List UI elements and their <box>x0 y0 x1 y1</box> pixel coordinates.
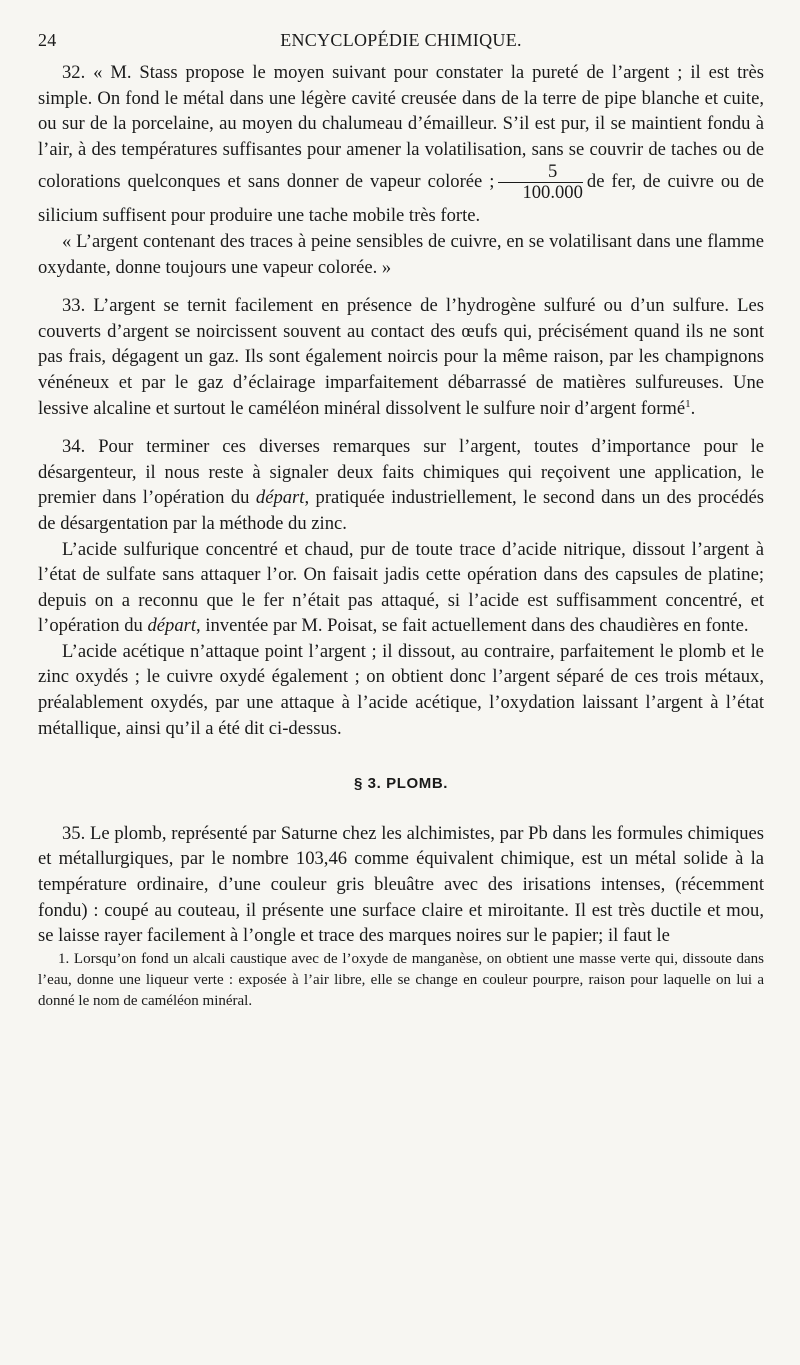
fraction-numerator: 5 <box>498 162 582 183</box>
fraction <box>498 162 582 203</box>
section-title: § 3. PLOMB. <box>353 775 449 793</box>
paragraph-32-continuation: de fer, de cuivre ou de silicium suffisent pour produire une tache mobile très forte. <box>38 171 765 227</box>
paragraph-34-sulfuric-end: , inventée par M. Poisat, se fait actuellement dans des chaudières en fonte. <box>196 615 749 637</box>
paragraph-34-sulfuric <box>38 537 764 639</box>
paragraph-33-text: 33. L’argent se ternit facilement en présence de l’hydrogène sulfuré ou d’un sulfure. Les couverts d’argent se noircissent souvent au contact des œufs qui, précisément quand ils ne sont pas frais, dégagent un gaz. Ils sont également noircis pour la même raison, par les champignons vénéneux et par le gaz d’éclairage imparfaitement débarrassé de matières sulfureuses. Une lessive alcaline et surtout le caméléon minéral dissolvent le sulfure noir d’argent formé <box>38 295 764 419</box>
footnote: 1. Lorsqu’on fond un alcali caustique avec de l’oxyde de manganèse, on obtient une masse verte qui, dissoute dans l’eau, donne une liqueur verte : exposée à l’air libre, elle se change en couleur pourpre, raison pour laquelle on lui a donné le nom de caméléon minéral. <box>38 950 764 1009</box>
paragraph-34-acetic: L’acide acétique n’attaque point l’argent ; il dissout, au contraire, parfaitement le plomb et le zinc oxydés ; le cuivre oxydé également ; on obtient donc l’argent séparé de ces trois métaux, préalablement oxydés, par une attaque à l’acide acétique, l’oxydation laissant l’argent à l’état métallique, ainsi qu’il a été dit ci-dessus. <box>38 640 764 739</box>
italic-term-depart-2: départ <box>147 615 197 637</box>
paragraph-34-text: 34. Pour terminer ces diverses remarques sur l’argent, toutes d’importance pour le désargenteur, il nous reste à signaler deux faits chimiques qui reçoivent une application, le premier dans l’opération du <box>38 436 764 509</box>
paragraph-35: 35. Le plomb, représenté par Saturne chez les alchimistes, par Pb dans les formules chimiques et métallurgiques, par le nombre 103,46 comme équivalent chimique, est un métal solide à la température ordinaire, d’une couleur gris bleuâtre avec des irisations intenses, (récemment fondu) : coupé au couteau, il présente une surface claire et miroitante. Il est très ductile et mou, se laisse rayer facilement à l’ongle et trace des marques noires sur le papier; il faut le <box>38 822 764 947</box>
running-title: ENCYCLOPÉDIE CHIMIQUE. <box>280 30 522 50</box>
paragraph-34-continuation: , pratiquée industriellement, le second dans un des procédés de désargentation par la méthode du zinc. <box>38 487 764 534</box>
paragraph-32 <box>38 60 764 229</box>
paragraph-34-sulfuric-text: L’acide sulfurique concentré et chaud, pur de toute trace d’acide nitrique, dissout l’argent à l’état de sulfate sans attaquer l’or. On faisait jadis cette opération dans des capsules de platine; depuis on a reconnu que le fer n’était pas attaqué, si l’acide est suffisamment concentré, et l’opération du <box>38 538 764 637</box>
fraction-denominator: 100.000 <box>522 182 583 204</box>
italic-term-depart: départ <box>255 487 305 509</box>
page-number: 24 <box>38 30 57 50</box>
paragraph-33 <box>38 293 764 421</box>
body-text <box>38 60 764 1012</box>
footnote-reference: 1 <box>685 397 691 410</box>
paragraph-32-quote: « L’argent contenant des traces à peine sensibles de cuivre, en se volatilisant dans une flamme oxydante, donne toujours une vapeur colorée. » <box>38 230 764 278</box>
running-header <box>38 22 764 48</box>
paragraph-32-text: 32. « M. Stass propose le moyen suivant pour constater la pureté de l’argent ; il est très simple. On fond le métal dans une légère cavité creusée dans de la terre de pipe blanche et cuite, ou sur de la porcelaine, au moyen du chalumeau d’émailleur. S’il est pur, il se maintient fondu à l’air, à des températures suffisantes pour amener la volatilisation, sans se couvrir de taches ou de colorations quelconques et sans donner de vapeur colorée ; <box>38 62 764 193</box>
paragraph-33-end: . <box>690 397 696 419</box>
paragraph-34 <box>38 434 764 536</box>
